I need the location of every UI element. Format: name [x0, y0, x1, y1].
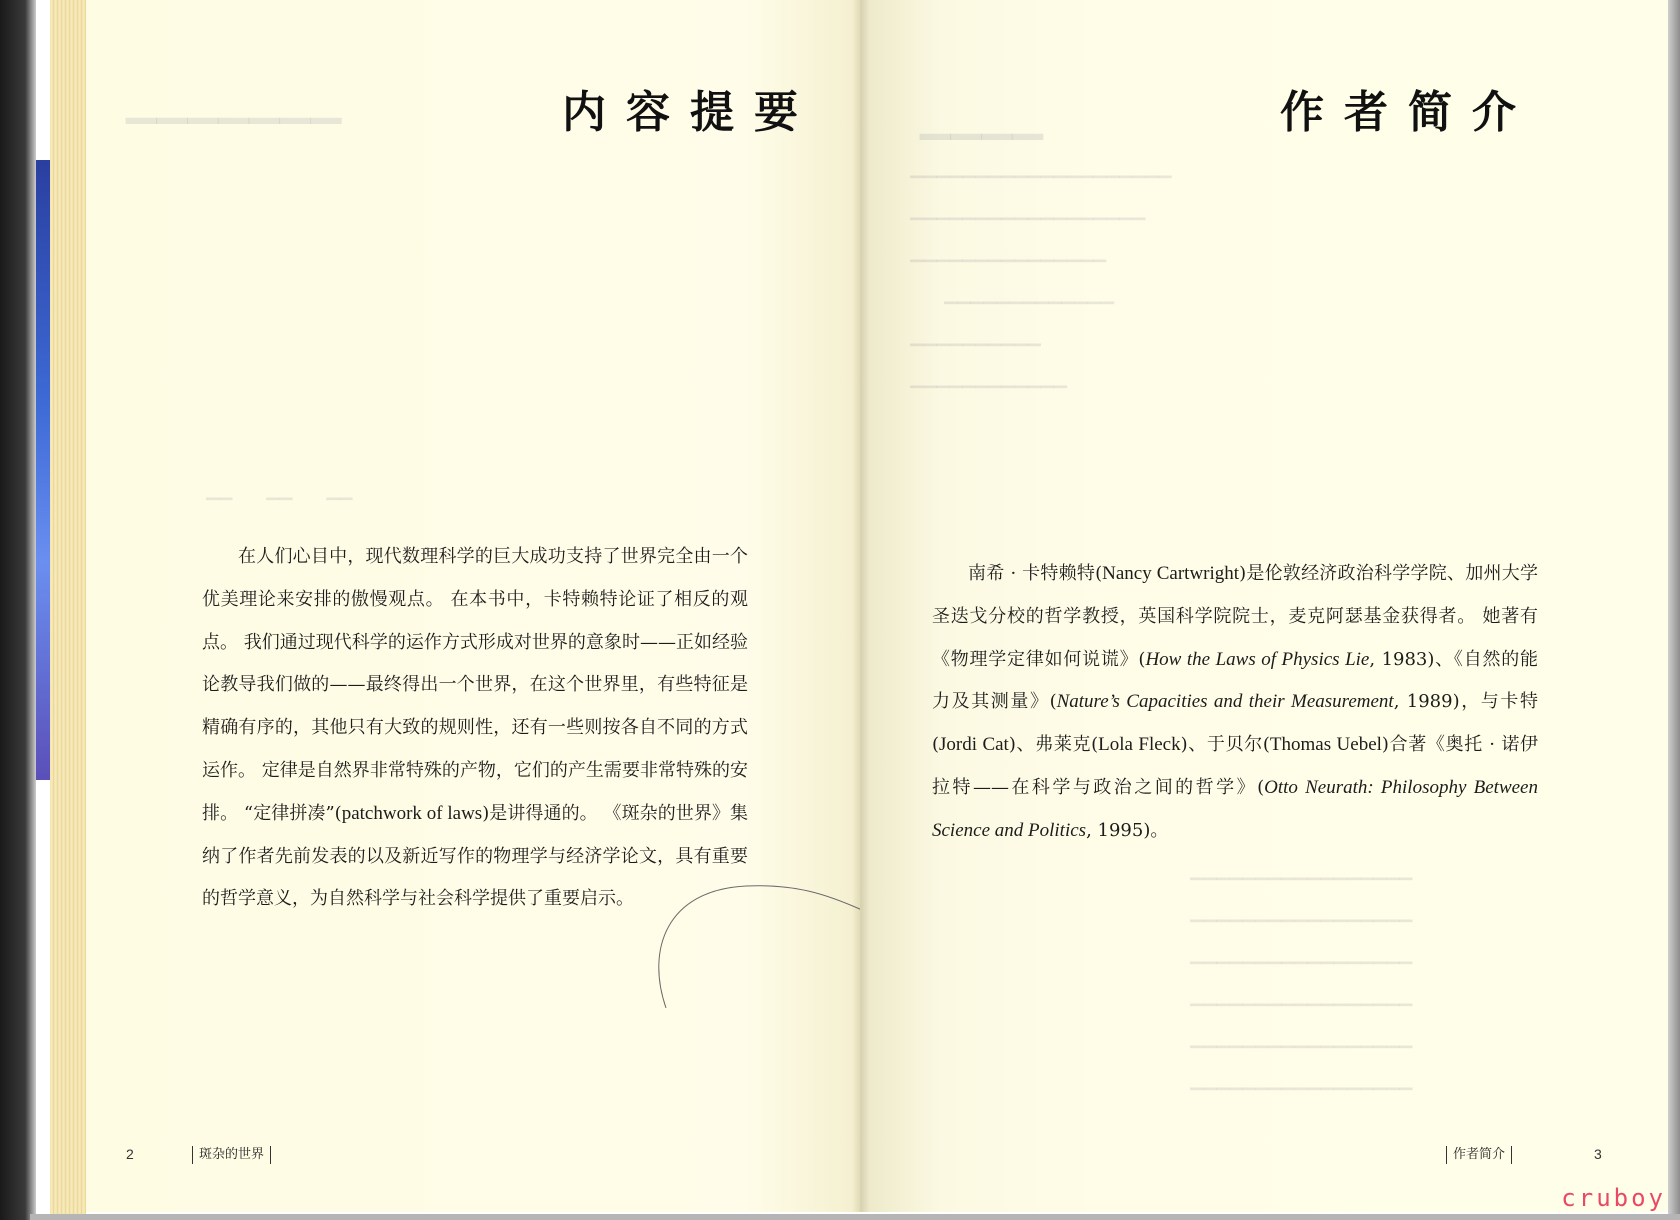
right-page [860, 0, 1668, 1212]
summary-text-1: 在人们心目中，现代数理科学的巨大成功支持了世界完全由一个优美理论来安排的傲慢观点。 在本书中，卡特赖特论证了相反的观点。 我们通过现代科学的运作方式形成对世界的意象时——正如经验论教导我们做的——最终得出一个世界，在这个世界里，有些特征是精确有序的，其他只有大致的规则性，还有一些则按各自不同的方式运作。 定律是自然界非常特殊的产物，它们的产生需要非常特殊的安排。 “定律拼凑”( [202, 546, 748, 824]
page-stack-edge [50, 0, 86, 1220]
bio-text: 南希 · 卡特赖特( [968, 563, 1103, 584]
bio-text: , 1989)，与卡特( [932, 691, 1538, 756]
coauthor-name-en: Jordi Cat [939, 734, 1009, 756]
summary-paragraph [202, 536, 748, 921]
author-name-en: Nancy Cartwright [1102, 563, 1240, 584]
cover-edge [36, 160, 50, 780]
bio-text: , 1983)、《自然的能力及其测量》( [932, 648, 1538, 713]
left-page [86, 0, 860, 1212]
running-title: 作者简介 [1446, 1146, 1512, 1164]
summary-term-en: patchwork of laws [341, 802, 483, 824]
show-through-text: ▁▁ ▁▁ ▁▁ [206, 481, 353, 501]
pencil-mark [626, 880, 866, 1010]
page-title: 内容提要 [562, 87, 818, 138]
running-title: 斑杂的世界 [192, 1146, 271, 1164]
scan-edge [1668, 0, 1680, 1220]
bio-text: , 1995)。 [1086, 819, 1169, 841]
page-number: 2 [126, 1146, 134, 1162]
author-bio-paragraph [932, 553, 1538, 853]
book-title-en: Otto Neurath: Philosophy Between Science and Politics [932, 776, 1538, 841]
show-through-title: ▁▁▁▁▁▁▁ [126, 77, 342, 124]
book-title-en: How the Laws of Physics Lie [1145, 648, 1370, 670]
bio-text: )、弗莱克( [1008, 734, 1099, 756]
summary-text-2: )是讲得通的。 《斑杂的世界》集纳了作者先前发表的以及新近写作的物理学与经济学论文，具有重要的哲学意义，为自然科学与社会科学提供了重要启示。 [202, 802, 748, 910]
page-number: 3 [1594, 1146, 1602, 1162]
bio-text: )合著《奥托 · 诺伊拉特——在科学与政治之间的哲学》( [932, 734, 1538, 798]
scan-edge-bottom [30, 1214, 1680, 1220]
show-through-text: ▁▁▁▁▁▁▁▁▁▁▁▁▁▁▁▁▁▁▁▁ ▁▁▁▁▁▁▁▁▁▁▁▁▁▁▁▁▁▁ ▁▁▁▁▁▁▁▁▁▁▁▁▁▁▁ ▁▁▁▁▁▁▁▁▁▁▁▁▁ ▁▁▁▁▁▁▁▁▁▁ ▁▁▁▁▁▁▁▁▁▁▁▁ [910, 159, 1172, 389]
book-spine-shadow [0, 0, 36, 1220]
bio-text: )、于贝尔( [1180, 734, 1270, 756]
book-title-en: Nature’s Capacities and their Measurement [1056, 691, 1394, 713]
coauthor-name-en: Lola Fleck [1098, 734, 1181, 756]
coauthor-name-en: Thomas Uebel [1269, 734, 1382, 756]
page-title: 作者简介 [1280, 87, 1536, 138]
watermark: cruboy [1561, 1184, 1666, 1212]
show-through-title: ▁▁▁▁ [920, 93, 1044, 140]
book-gutter [852, 0, 870, 1212]
show-through-text-lower: ▁▁▁▁▁▁▁▁▁▁▁▁▁▁▁▁▁ ▁▁▁▁▁▁▁▁▁▁▁▁▁▁▁▁▁ ▁▁▁▁▁▁▁▁▁▁▁▁▁▁▁▁▁ ▁▁▁▁▁▁▁▁▁▁▁▁▁▁▁▁▁ ▁▁▁▁▁▁▁▁▁▁▁▁▁▁▁▁▁ ▁▁▁▁▁▁▁▁▁▁▁▁▁▁▁▁▁ [1190, 861, 1413, 1091]
bio-text: )是伦敦经济政治科学学院、加州大学圣迭戈分校的哲学教授，英国科学院院士，麦克阿瑟基金获得者。 她著有《物理学定律如何说谎》( [932, 563, 1539, 670]
